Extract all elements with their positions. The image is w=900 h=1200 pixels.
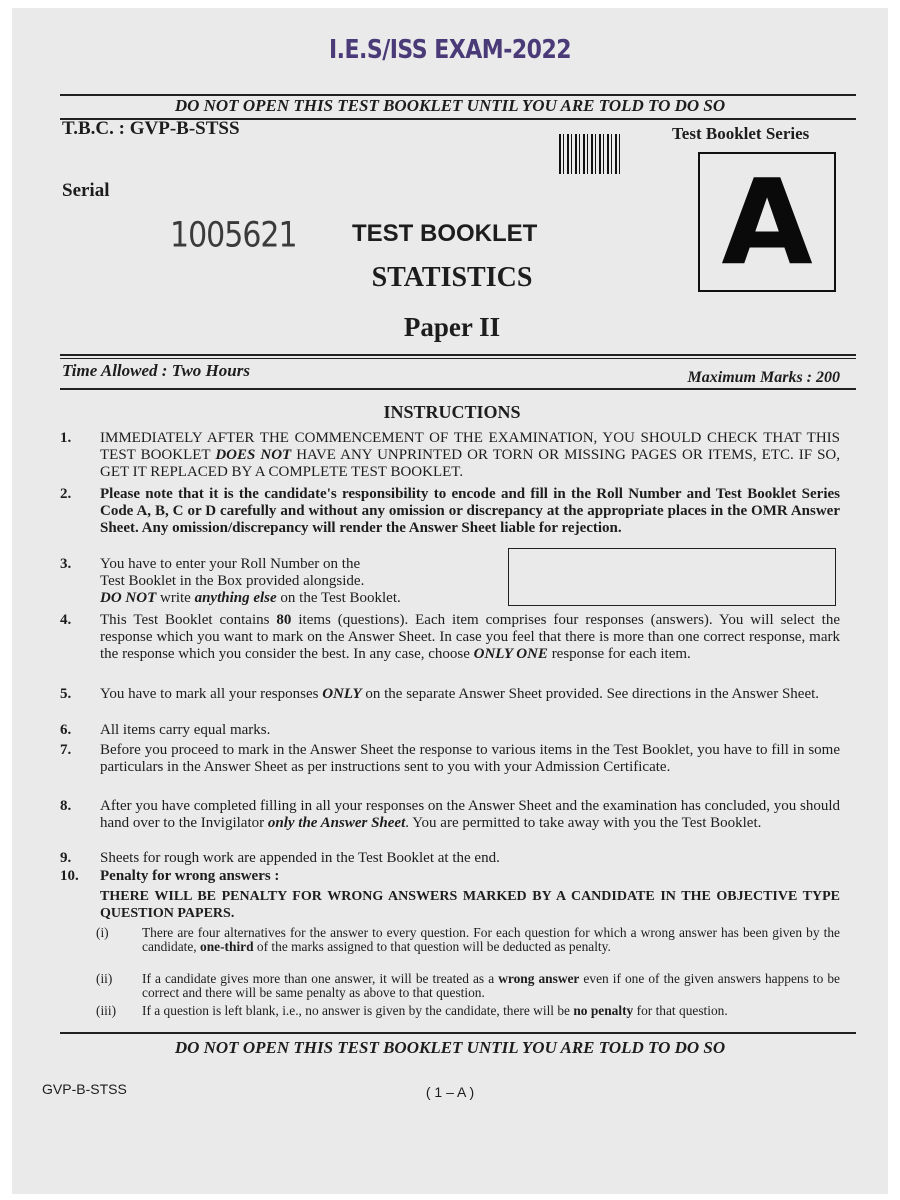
warning-banner-bottom: DO NOT OPEN THIS TEST BOOKLET UNTIL YOU ARE TOLD TO DO SO: [174, 1038, 726, 1057]
instruction-item: [60, 486, 840, 537]
item-number: 1.: [60, 430, 72, 446]
footer-code: GVP-B-STSS: [42, 1081, 127, 1097]
item-text: Before you proceed to mark in the Answer Sheet the response to various items in the Test Booklet, you have to fill in some particulars in the Answer Sheet as per instructions sent to you with your Admission Certificate.: [100, 742, 840, 775]
item-text: IMMEDIATELY AFTER THE COMMENCEMENT OF THE EXAMINATION, YOU SHOULD CHECK THAT THIS TEST BOOKLET DOES NOT HAVE ANY UNPRINTED OR TORN OR MISSING PAGES OR ITEMS, ETC. IF SO, GET IT REPLACED BY A COMPLETE TEST BOOKLET.: [100, 430, 841, 480]
tbc-code: T.B.C. : GVP-B-STSS: [62, 118, 240, 139]
time-allowed: Time Allowed : Two Hours: [62, 361, 250, 380]
instruction-item: [60, 798, 840, 832]
item-number: 10.: [60, 868, 79, 884]
instruction-item: [60, 430, 840, 481]
divider: [60, 1032, 856, 1034]
item-number: 2.: [60, 486, 72, 502]
page-number: ( 1 – A ): [425, 1084, 475, 1100]
item-number: 7.: [60, 742, 72, 758]
item-number: 4.: [60, 612, 72, 628]
exam-stamp: I.E.S/ISS EXAM-2022: [328, 35, 572, 66]
instruction-item: [60, 850, 840, 867]
instruction-item: [60, 686, 840, 703]
penalty-rule: (iii) If a question is left blank, i.e., no answer is given by the candidate, there will be no penalty for that question.: [96, 1003, 728, 1018]
paper-title: Paper II: [403, 312, 501, 342]
serial-label: Serial: [62, 180, 110, 201]
roll-number-box[interactable]: [508, 548, 836, 606]
warning-banner-top: DO NOT OPEN THIS TEST BOOKLET UNTIL YOU ARE TOLD TO DO SO: [174, 96, 726, 115]
exam-booklet-page: [12, 8, 888, 1194]
instruction-item: [60, 612, 840, 663]
item-text: [100, 868, 840, 922]
penalty-rule: (ii) If a candidate gives more than one answer, it will be treated as a wrong answer even if one of the given answers happens to be correct and there will be same penalty as above to that question.: [96, 971, 840, 1000]
instruction-item: [60, 722, 840, 739]
item-text: After you have completed filling in all your responses on the Answer Sheet and the examination has concluded, you should hand over to the Invigilator only the Answer Sheet. You are permitted to take away with you the Test Booklet.: [100, 798, 840, 831]
penalty-rule: (i) There are four alternatives for the answer to every question. For each question for which a wrong answer has been given by the candidate, one-third of the marks assigned to that question will be deducted as penalty.: [96, 925, 840, 954]
divider: [60, 358, 856, 359]
item-text: You have to mark all your responses ONLY on the separate Answer Sheet provided. See directions in the Answer Sheet.: [100, 686, 820, 702]
maximum-marks: Maximum Marks : 200: [687, 369, 840, 386]
item-text: All items carry equal marks.: [100, 722, 271, 738]
penalty-title: Penalty for wrong answers :: [100, 868, 280, 884]
barcode-icon: [559, 134, 623, 174]
divider: [60, 388, 856, 390]
item-number: 6.: [60, 722, 72, 738]
instruction-item: [60, 742, 840, 776]
booklet-title: TEST BOOKLET: [352, 220, 538, 247]
series-code-box: A: [698, 152, 836, 292]
series-label: Test Booklet Series: [672, 124, 810, 143]
item-text: Please note that it is the candidate's responsibility to encode and fill in the Roll Number and Test Booklet Series Code A, B, C or D carefully and without any omission or discrepancy at the appropriate places in the OMR Answer Sheet. Any omission/discrepancy will render the Answer Sheet liable for rejection.: [100, 486, 840, 536]
subject-title: STATISTICS: [371, 262, 533, 293]
item-number: 9.: [60, 850, 72, 866]
item-text: You have to enter your Roll Number on the Test Booklet in the Box provided alongside. DO NOT write anything else on the Test Booklet.: [100, 556, 401, 606]
instruction-item: [60, 868, 840, 922]
item-number: 8.: [60, 798, 72, 814]
serial-number: 1005621: [170, 215, 297, 256]
item-number: 5.: [60, 686, 72, 702]
instructions-heading: INSTRUCTIONS: [383, 402, 521, 422]
divider: [60, 354, 856, 356]
item-number: 3.: [60, 556, 72, 572]
item-text: This Test Booklet contains 80 items (questions). Each item comprises four responses (answers). You will select the response which you want to mark on the Answer Sheet. In case you feel that there is more than one correct response, mark the response which you consider the best. In any case, choose ONLY ONE response for each item.: [100, 612, 840, 662]
item-text: Sheets for rough work are appended in the Test Booklet at the end.: [100, 850, 500, 866]
penalty-notice: THERE WILL BE PENALTY FOR WRONG ANSWERS MARKED BY A CANDIDATE IN THE OBJECTIVE TYPE QUESTION PAPERS.: [100, 889, 840, 921]
